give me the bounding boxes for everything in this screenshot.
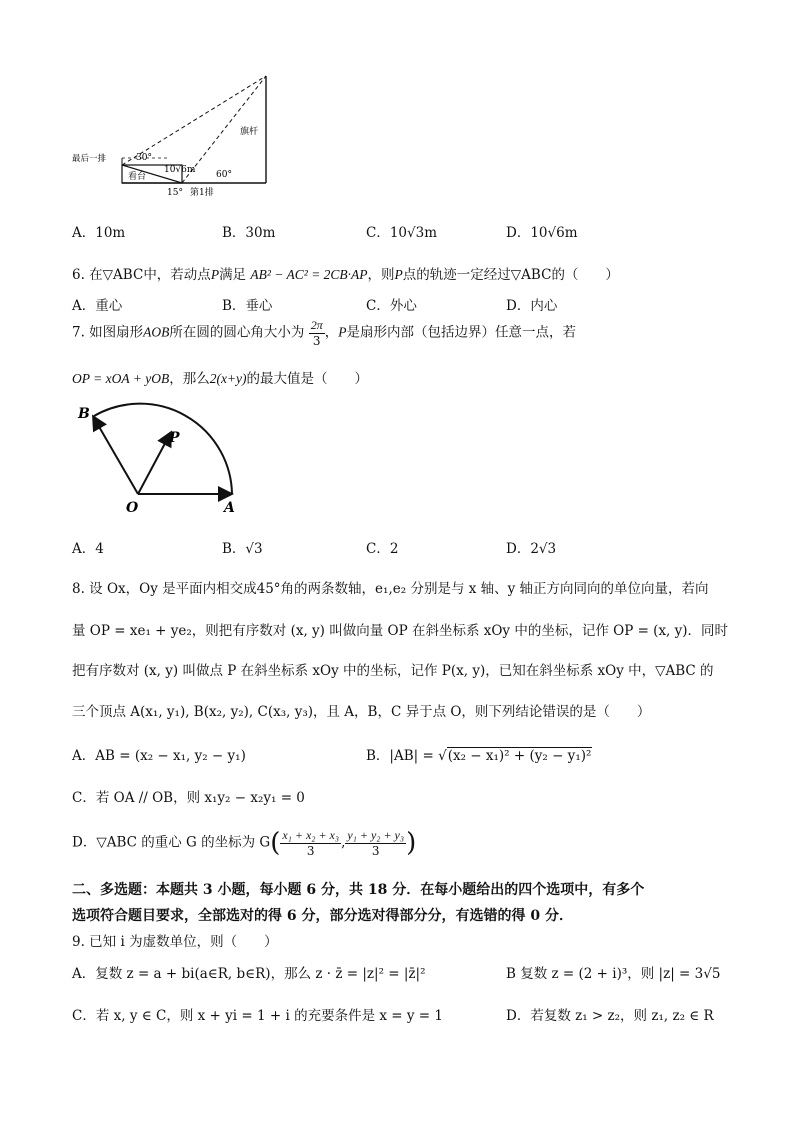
q8-stem-line1: 8. 设 Ox，Oy 是平面内相交成45°角的两条数轴，e₁,e₂ 分别是与 x 轴、y 轴正方向同向的单位向量，若向 [72,581,709,597]
angle-30-label: 30° [136,153,152,163]
q8-option-b: B．|AB| = √(x₂ − x₁)² + (y₂ − y₁)² [366,748,592,764]
point-o-label: O [126,500,139,516]
flagpole-label: 旗杆 [240,127,259,137]
section2-title-line1: 二、多选题：本题共 3 小题，每小题 6 分，共 18 分．在每小题给出的四个选项中，有多个 [72,882,645,898]
stand-label: 看台 [128,172,147,182]
distance-label: 10√6m [164,165,196,175]
q8-option-c: C．若 OA // OB，则 x₁y₂ − x₂y₁ = 0 [72,790,305,806]
q7-stem-line2: OP = xOA + yOB，那么2(x+y)的最大值是（ ） [72,371,369,387]
point-b-label: B [78,406,90,422]
q7-option-b: B．√3 [222,541,263,557]
q8-stem-line4: 三个顶点 A(x₁, y₁), B(x₂, y₂), C(x₃, y₃)，且 A，B，C 异于点 O，则下列结论错误的是（ ） [72,704,651,720]
q9-option-a: A．复数 z = a + bi(a∈R, b∈R)，那么 z · z̄ = |z|² = |z̄|² [72,966,426,982]
q9-option-c: C．若 x, y ∈ C，则 x + yi = 1 + i 的充要条件是 x = y = 1 [72,1008,443,1024]
q9-option-b: B 复数 z = (2 + i)³，则 |z| = 3√5 [506,966,721,982]
q7-option-c: C．2 [366,541,399,557]
section2-title-line2: 选项符合题目要求，全部选对的得 6 分，部分选对得部分分，有选错的得 0 分． [72,908,573,924]
first-row-label: 第1排 [190,188,214,198]
q9-stem: 9. 已知 i 为虚数单位，则（ ） [72,934,278,950]
q5-option-a: A．10m [72,225,126,241]
angle-60-label: 60° [216,170,232,180]
q5-option-c: C．10√3m [366,225,438,241]
q6-option-c: C．外心 [366,298,417,314]
q8-stem-line3: 把有序数对 (x, y) 叫做点 P 在斜坐标系 xOy 中的坐标，记作 P(x, y)，已知在斜坐标系 xOy 中，▽ABC 的 [72,663,714,679]
q8-option-a: A．AB = (x₂ − x₁, y₂ − y₁) [72,748,246,764]
q8-stem-line2: 量 OP = xe₁ + ye₂，则把有序数对 (x, y) 叫做向量 OP 在斜坐标系 xOy 中的坐标，记作 OP = (x, y)．同时 [72,623,729,639]
q7-stem-line1: 7. 如图扇形AOB所在圆的圆心角大小为 $\frac{2\pi}{3}$ ，P是扇形内部（包括边界）任意一点，若 [72,318,576,348]
point-p-label: P [169,430,180,446]
q7-option-a: A．4 [72,541,104,557]
last-row-label: 最后一排 [72,154,107,164]
point-a-label: A [224,500,235,516]
q8-option-d: D．▽ABC 的重心 G 的坐标为 G( $\frac{\text{x₁ + x₂ + x₃}}{3}$ , $\frac{\text{y₁ + y₂ + y₃}}{3}$ ) [72,828,417,858]
q6-option-b: B．垂心 [222,298,273,314]
q6-option-a: A．重心 [72,298,123,314]
q7-option-d: D．2√3 [506,541,557,557]
q6-option-d: D．内心 [506,298,558,314]
flagpole-figure [70,70,280,200]
q5-option-d: D．10√6m [506,225,578,241]
angle-15-label: 15° [167,188,183,198]
sector-figure [72,398,252,518]
q9-option-d: D．若复数 z₁ > z₂，则 z₁, z₂ ∈ R [506,1008,714,1024]
q6-expression: AB² − AC² = 2CB·AP [250,267,368,282]
q5-option-b: B．30m [222,225,276,241]
q6-stem: 6. 在▽ABC中，若动点P满足 AB² − AC² = 2CB·AP，则P点的轨迹一定经过▽ABC的（ ） [72,267,619,283]
